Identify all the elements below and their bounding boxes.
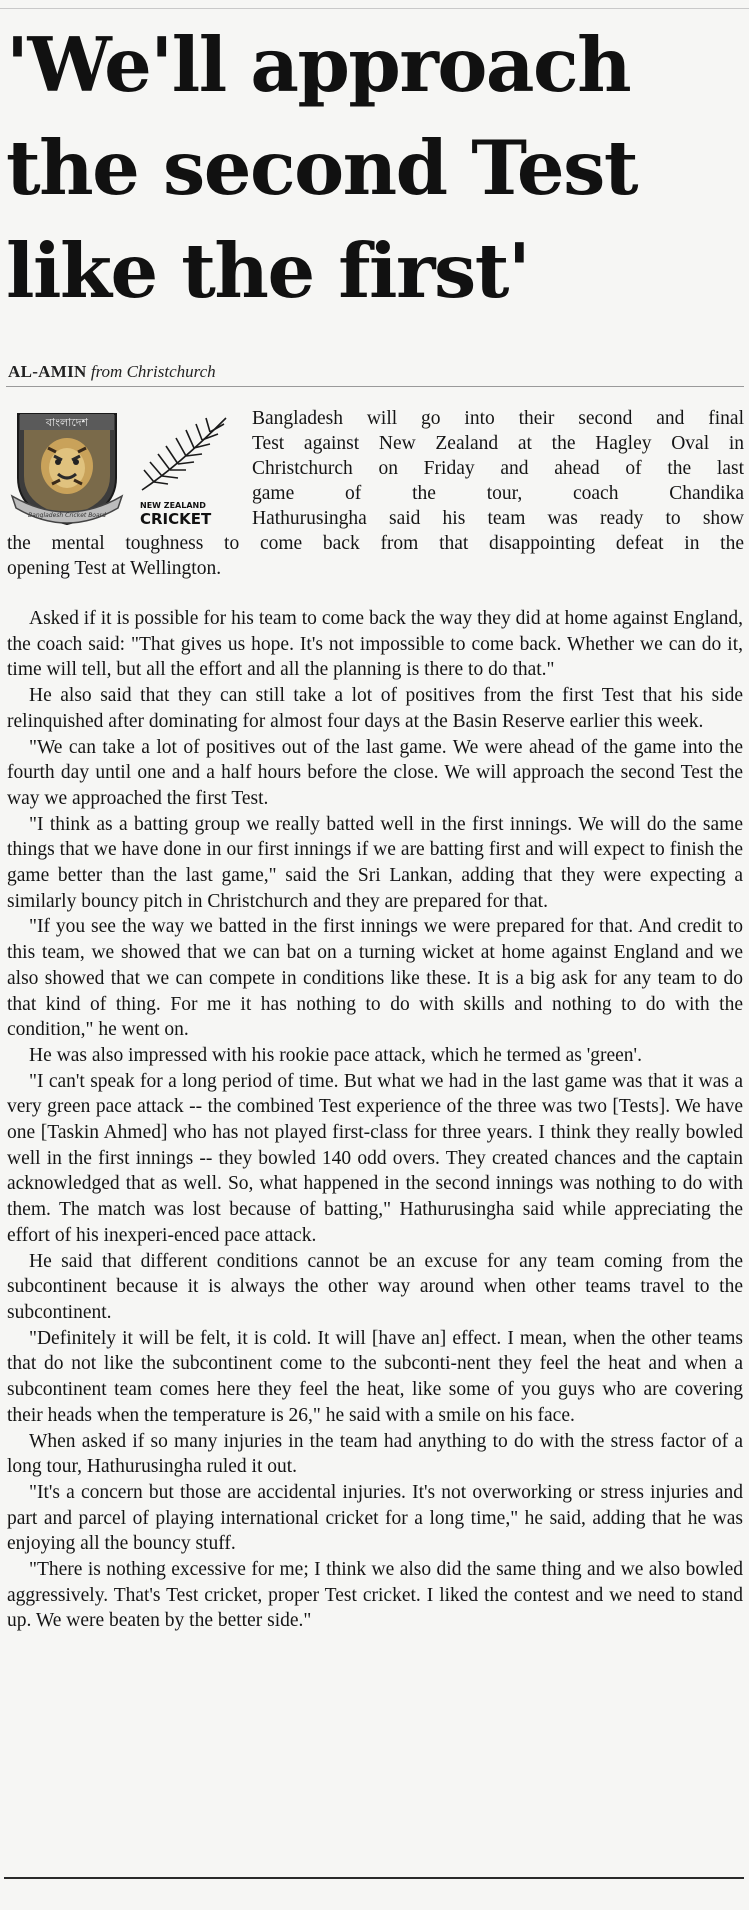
lead-paragraph-continued: [7, 531, 744, 581]
lead-line: Test against New Zealand at the Hagley Oval in: [252, 433, 744, 454]
logos: [4, 404, 239, 534]
lead-line: Christchurch on Friday and ahead of the last: [252, 458, 744, 479]
paragraph: When asked if so many injuries in the team had anything to do with the stress factor of a long tour, Hathurusingha ruled it out.: [7, 1430, 743, 1478]
headline-line: like the first': [6, 227, 530, 315]
byline-dateline: from Christchurch: [90, 362, 216, 381]
bcb-logo-text: বাংলাদেশ: [45, 416, 89, 429]
paragraph: He said that different conditions cannot be an excuse for any team coming from the subcontinent because it is always the other way around when other teams travel to the subcontinent.: [7, 1250, 743, 1323]
paragraph: He also said that they can still take a lot of positives from the first Test that his side relinquished after dominating for almost four days at the Basin Reserve earlier this week.: [7, 685, 743, 732]
paragraph: Asked if it is possible for his team to come back the way they did at home against England, the coach said: "That gives us hope. It's not impossible to come back. Whether we can do it, time will tell, but all the effort and all the planning is there to do that.": [7, 608, 743, 681]
lead-line: the mental toughness to come back from that disappointing defeat in the: [7, 533, 744, 554]
byline: [8, 362, 216, 382]
paragraph: "I think as a batting group we really batted well in the first innings. We will do the same things that we have done in our first innings if we are batting first and will expect to finish the game better than the last game," said the Sri Lankan, adding that they were expecting a similarly bouncy pitch in Christchurch and they are prepared for that.: [7, 813, 743, 912]
headline-line: 'We'll approach: [6, 21, 631, 109]
new-zealand-cricket-logo: [134, 412, 234, 527]
top-rule: [0, 8, 749, 9]
lead-paragraph-right: [252, 406, 744, 531]
paragraph: He was also impressed with his rookie pace attack, which he termed as 'green'.: [29, 1044, 642, 1066]
article-body: [7, 606, 743, 1634]
paragraph: "If you see the way we batted in the first innings we were prepared for that. And credit to this team, we showed that we can bat on a turning wicket at home against England and we also showed that we can compete in conditions like these. It is a big ask for any team to do that kind of thing. For me it has nothing to do with skills and nothing to do with the condition," he went on.: [7, 916, 743, 1041]
lead-line: game of the tour, coach Chandika: [252, 483, 744, 504]
bcb-logo: [8, 408, 126, 528]
byline-rule: [6, 386, 744, 387]
lead-line: Hathurusingha said his team was ready to show: [252, 508, 744, 529]
nz-logo-text-top: NEW ZEALAND: [140, 501, 206, 510]
headline: [6, 14, 742, 323]
paragraph: "Definitely it will be felt, it is cold. It will [have an] effect. I mean, when the other teams that do not like the subcontinent come to the subconti-nent they feel the heat and when a subcontinent team comes here they feel the heat, like some of you guys who are covering their heads when the temperature is 26," he said with a smile on his face.: [7, 1327, 743, 1426]
bcb-logo-ribbon: Bangladesh Cricket Board: [28, 512, 106, 519]
lead-line: Bangladesh will go into their second and final: [252, 408, 744, 429]
paragraph: "I can't speak for a long period of time. But what we had in the last game was that it was a very green pace attack -- the combined Test experience of the three was two [Tests]. We have one [Taskin Ahmed] who has not played first-class for three years. I think they really bowled well in the first innings -- they bowled 140 odd overs. They created chances and the captain acknowledged that as well. So, what happened in the second innings was nothing to do with them. The match was lost because of batting," Hathurusingha said while appreciating the effort of his inexperi-enced pace attack.: [7, 1070, 743, 1246]
paragraph: "We can take a lot of positives out of the last game. We were ahead of the game into the fourth day until one and a half hours before the close. We will approach the second Test the way we approached the first Test.: [7, 736, 743, 809]
paragraph: "It's a concern but those are accidental injuries. It's not overworking or stress injuries and part and parcel of playing international cricket for a long time," he said, adding that he was enjoying all the bouncy stuff.: [7, 1481, 743, 1555]
paragraph: "There is nothing excessive for me; I think we also did the same thing and we also bowled aggressively. That's Test cricket, proper Test cricket. I liked the contest and we need to stand up. We were beaten by the better side.": [7, 1559, 743, 1632]
headline-line: the second Test: [6, 124, 638, 212]
byline-author: AL-AMIN: [8, 362, 87, 381]
lead-line: opening Test at Wellington.: [7, 558, 222, 579]
nz-logo-text-bottom: CRICKET: [140, 510, 212, 527]
bottom-rule: [4, 1877, 744, 1879]
